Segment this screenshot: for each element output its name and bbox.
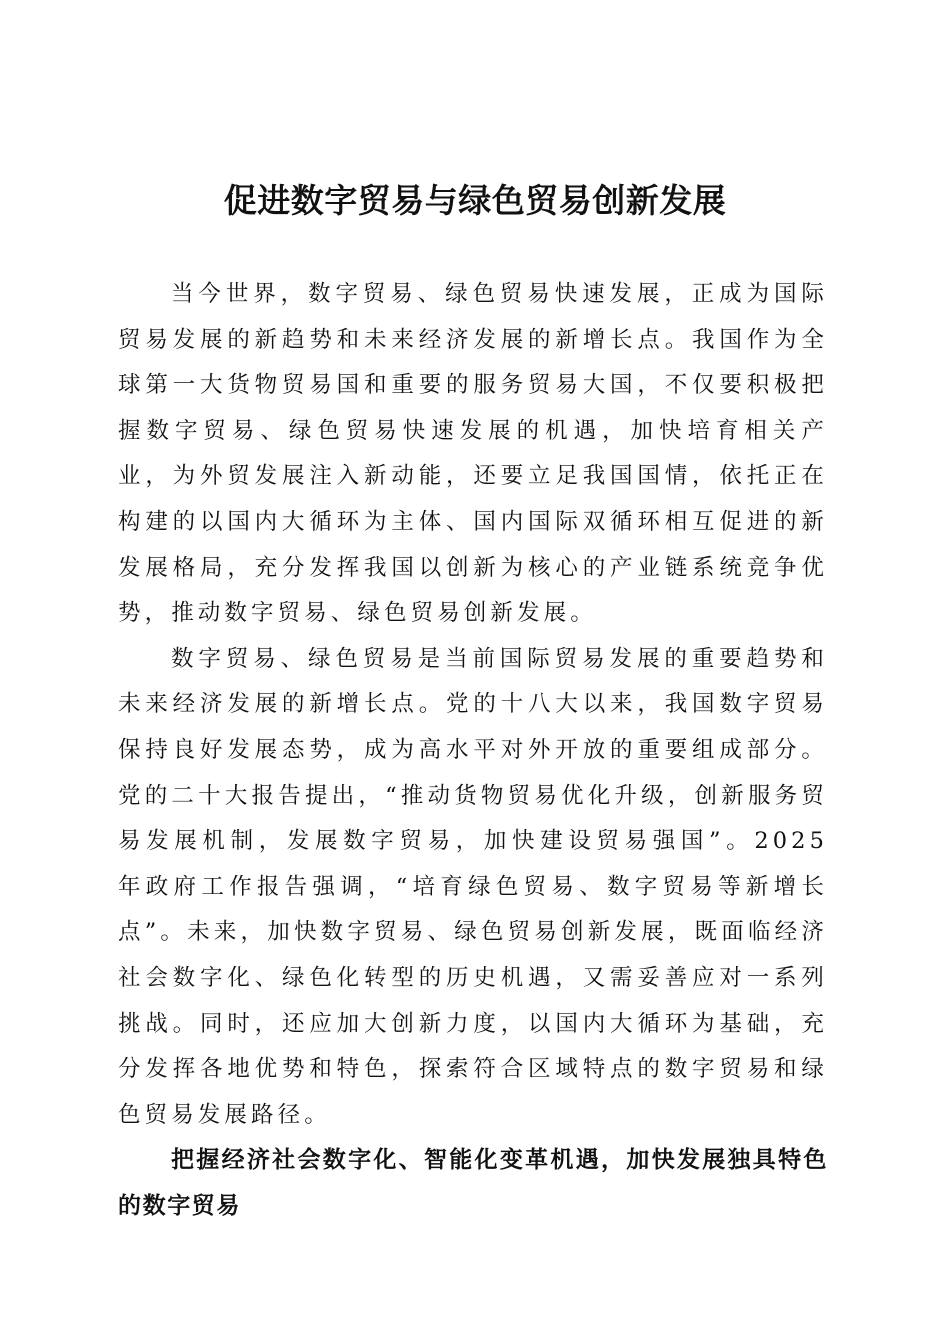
section-heading: 把握经济社会数字化、智能化变革机遇，加快发展独具特色的数字贸易 — [118, 1147, 828, 1219]
paragraph-trends: 数字贸易、绿色贸易是当前国际贸易发展的重要趋势和未来经济发展的新增长点。党的十八大以来，我国数字贸易保持良好发展态势，成为高水平对外开放的重要组成部分。党的二十大报告提出，“推动货物贸易优化升级，创新服务贸易发展机制，发展数字贸易，加快建设贸易强国”。2025 年政府工作报告强调，“培育绿色贸易、数字贸易等新增长点”。未来，加快数字贸易、绿色贸易创新发展，既面临经济社会数字化、绿色化转型的历史机遇，又需妥善应对一系列挑战。同时，还应加大创新力度，以国内大循环为基础，充分发挥各地优势和特色，探索符合区域特点的数字贸易和绿色贸易发展路径。 — [118, 645, 828, 1128]
document-title: 促进数字贸易与绿色贸易创新发展 — [223, 181, 727, 220]
paragraph-intro: 当今世界，数字贸易、绿色贸易快速发展，正成为国际贸易发展的新趋势和未来经济发展的新增长点。我国作为全球第一大货物贸易国和重要的服务贸易大国，不仅要积极把握数字贸易、绿色贸易快速发展的机遇，加快培育相关产业，为外贸发展注入新动能，还要立足我国国情，依托正在构建的以国内大循环为主体、国内国际双循环相互促进的新发展格局，充分发挥我国以创新为核心的产业链系统竞争优势，推动数字贸易、绿色贸易创新发展。 — [118, 281, 828, 627]
document-body — [118, 272, 828, 1229]
